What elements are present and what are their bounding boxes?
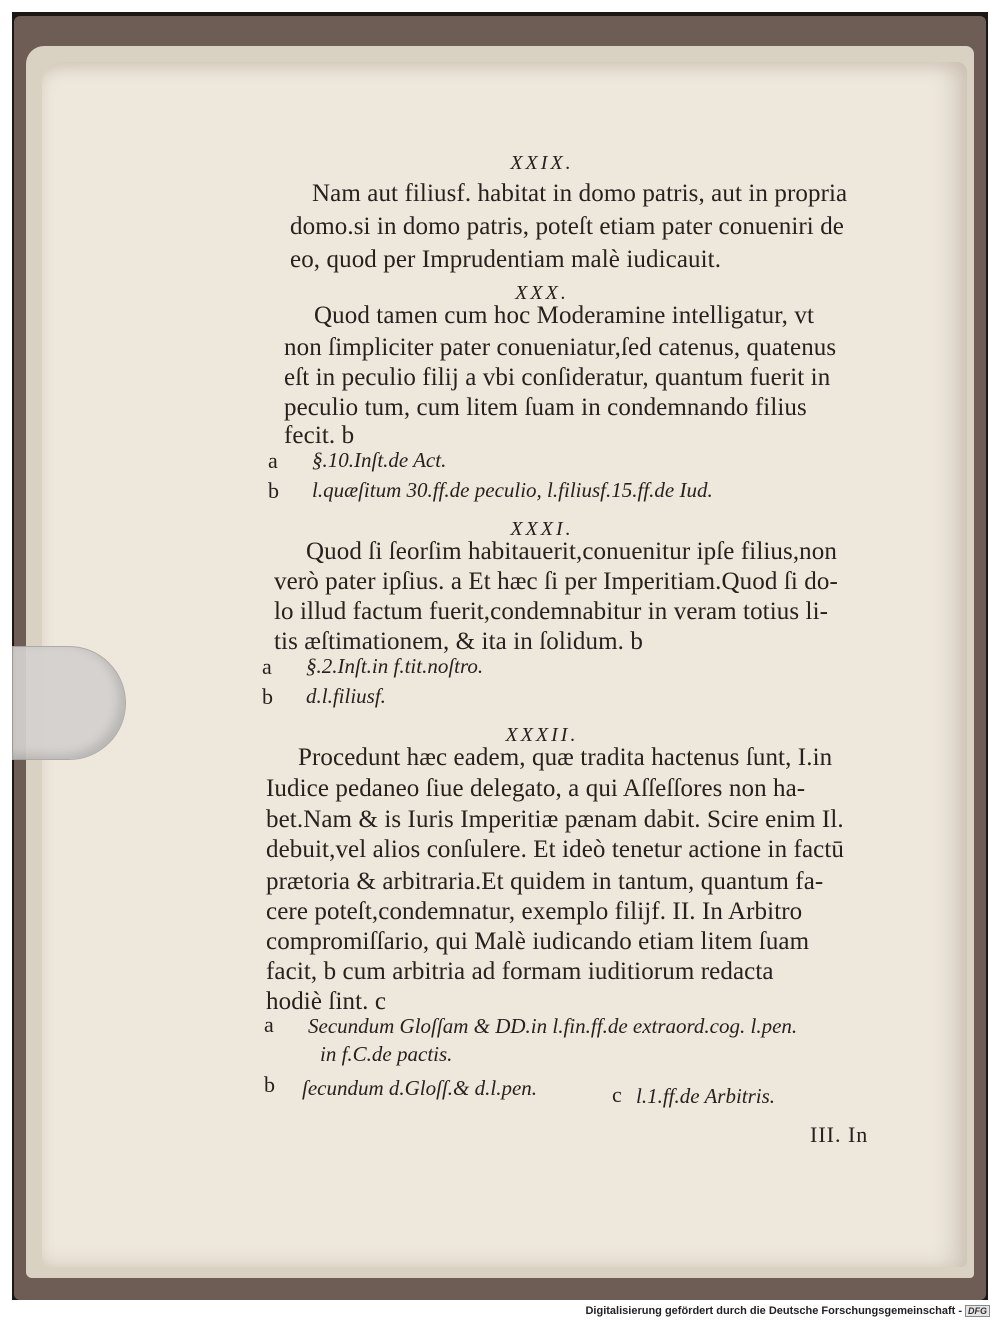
footnote: l.1.ff.de Arbitris. (636, 1084, 776, 1108)
note-marker: b (268, 478, 279, 503)
note-marker: a (262, 654, 272, 679)
section-heading-xxxii: XXXII. (505, 724, 579, 746)
note-marker: b (262, 684, 273, 709)
page-text (12, 12, 988, 1300)
text-line: facit, b cum arbitria ad formam iuditiorum redacta (266, 958, 774, 985)
text-line: prætoria & arbitraria.Et quidem in tantum, quantum fa- (266, 868, 824, 895)
text-line: Procedunt hæc eadem, quæ tradita hactenus ſunt, I.in (298, 744, 833, 771)
text-line: Quod ſi ſeorſim habitauerit,conuenitur ipſe filius,non (306, 538, 837, 565)
section-heading-xxxi: XXXI. (510, 518, 574, 540)
footnote-continuation: in f.C.de pactis. (320, 1042, 453, 1066)
footnote: l.quæſitum 30.ff.de peculio, l.filiusf.15.ff.de Iud. (312, 478, 713, 502)
footnote: d.l.filiusf. (306, 684, 386, 708)
section-heading-xxx: XXX. (515, 282, 569, 304)
text-line: lo illud factum fuerit,condemnabitur in veram totius li- (274, 598, 829, 625)
text-line: non ſimpliciter pater conueniatur,ſed catenus, quatenus (284, 334, 837, 361)
text-line: peculio tum, cum litem ſuam in condemnando filius (284, 394, 807, 421)
text-line: compromiſſario, qui Malè iudicando etiam litem ſuam (266, 928, 810, 955)
footnote: ſecundum d.Gloſſ.& d.l.pen. (302, 1076, 538, 1100)
text-line: Iudice pedaneo ſiue delegato, a qui Aſſeſſores non ha- (266, 775, 806, 802)
text-line: Quod tamen cum hoc Moderamine intelligatur, vt (314, 302, 814, 329)
text-line: domo.si in domo patris, poteſt etiam pater conueniri de (290, 213, 844, 240)
scan-frame (12, 12, 988, 1300)
text-line: cere poteſt,condemnatur, exemplo filijf. II. In Arbitro (266, 898, 803, 925)
text-line: hodiè ſint. c (266, 988, 387, 1015)
text-line: Nam aut filiusf. habitat in domo patris, aut in propria (312, 180, 848, 207)
catchword: III. In (810, 1122, 869, 1147)
note-marker: c (612, 1082, 622, 1107)
footnote: §.10.Inſt.de Act. (312, 448, 447, 472)
text-line: fecit. b (284, 422, 355, 449)
text-line: debuit,vel alios conſulere. Et ideò tenetur actione in factū (266, 836, 845, 863)
text-line: tis æſtimationem, & ita in ſolidum. b (274, 628, 643, 655)
dfg-logo: DFG (965, 1305, 990, 1317)
footer-text: Digitalisierung gefördert durch die Deutsche Forschungsgemeinschaft - (585, 1304, 962, 1317)
section-heading-xxix: XXIX. (510, 152, 574, 174)
footnote: Secundum Gloſſam & DD.in l.fin.ff.de extraord.cog. l.pen. (308, 1014, 798, 1038)
text-line: verò pater ipſius. a Et hæc ſi per Imperitiam.Quod ſi do- (274, 568, 838, 595)
note-marker: b (264, 1072, 275, 1097)
text-line: bet.Nam & is Iuris Imperitiæ pænam dabit. Scire enim Il. (266, 806, 844, 833)
digitization-footer (0, 1300, 1000, 1321)
footnote: §.2.Inſt.in f.tit.noſtro. (306, 654, 484, 678)
text-line: eo, quod per Imprudentiam malè iudicauit. (290, 246, 722, 273)
text-line: eſt in peculio filij a vbi conſideratur, quantum fuerit in (284, 364, 831, 391)
note-marker: a (264, 1012, 274, 1037)
note-marker: a (268, 448, 278, 473)
